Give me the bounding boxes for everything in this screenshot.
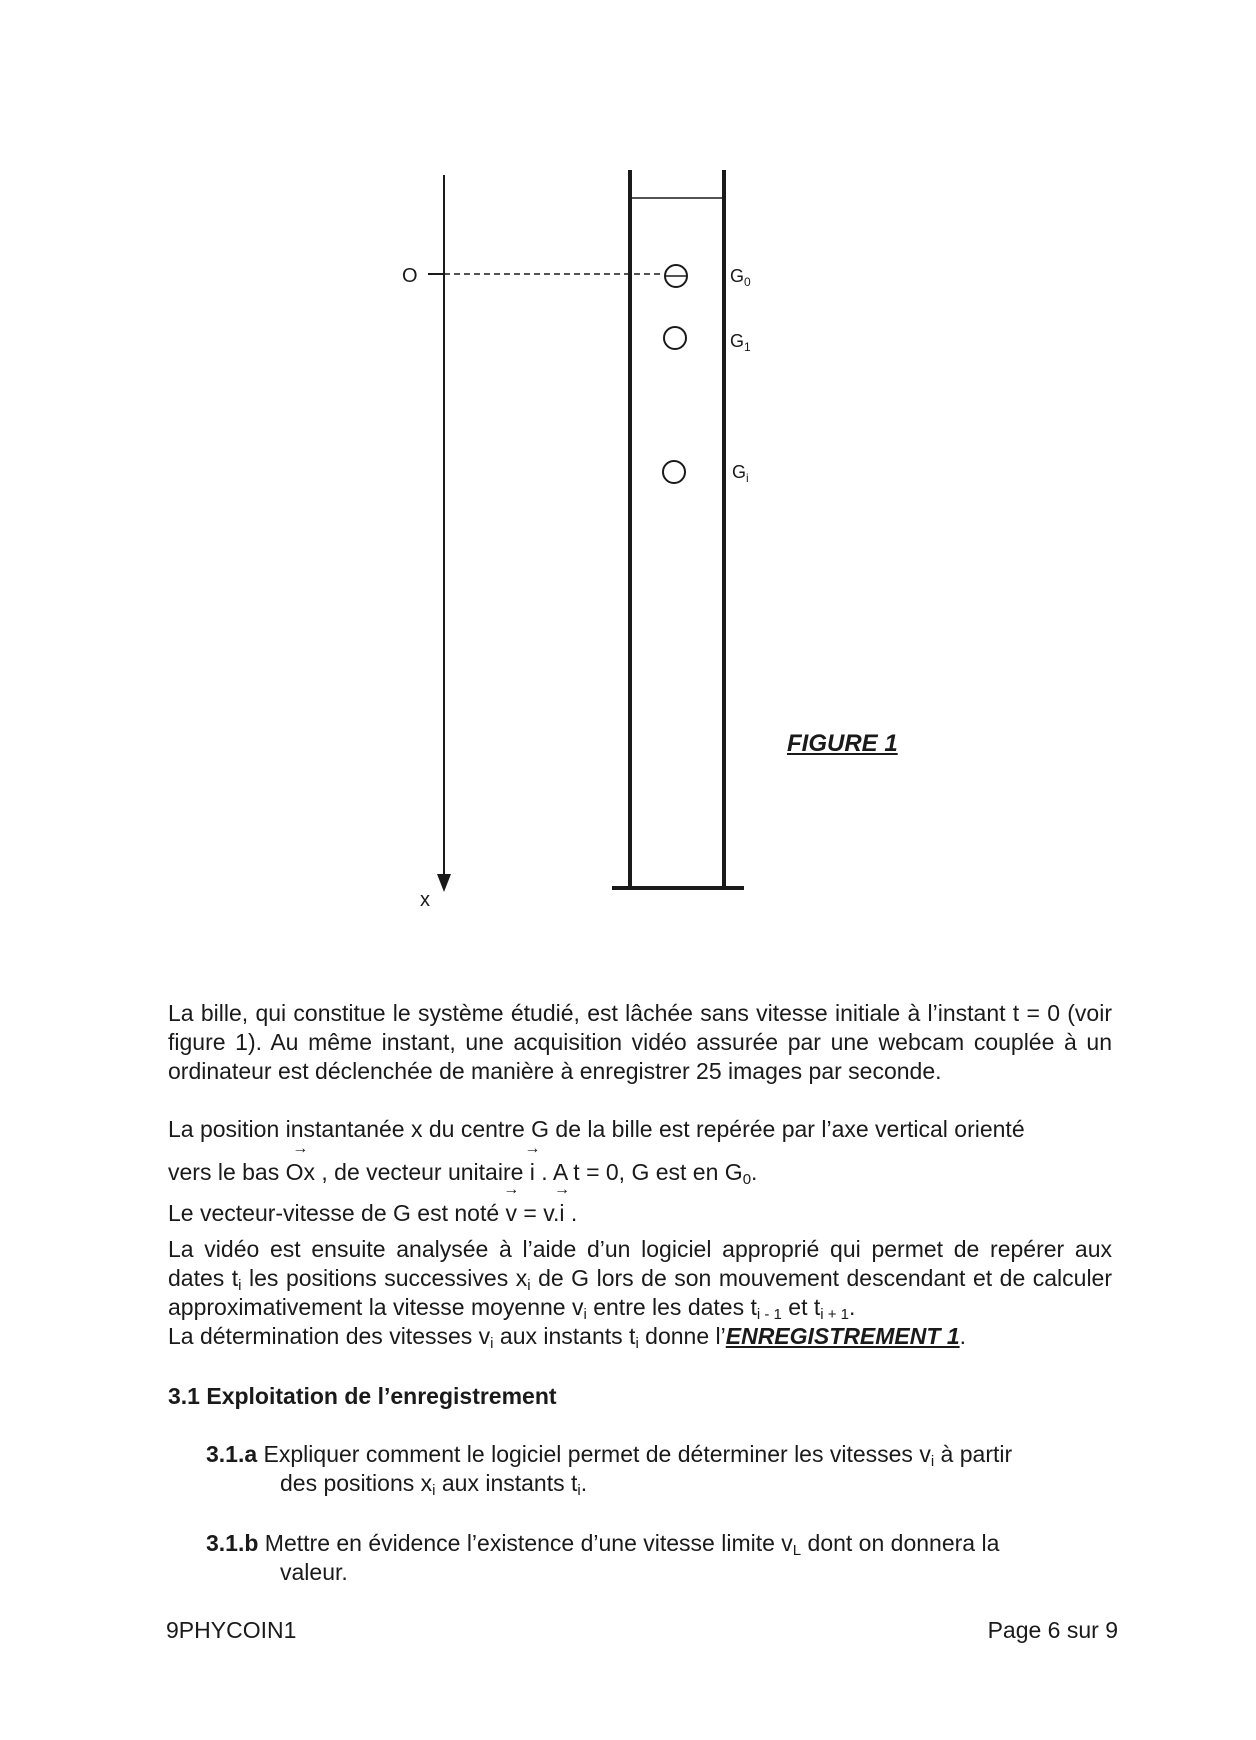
question-number: 3.1.a <box>206 1441 258 1467</box>
document-code: 9PHYCOIN1 <box>166 1617 297 1643</box>
text-run: dont on donnera la <box>801 1530 1000 1556</box>
subscript-0: 0 <box>742 1171 752 1188</box>
subscript-i: i <box>490 1335 494 1352</box>
position-line-2-pre: vers le bas <box>168 1159 286 1185</box>
question-3-1-a <box>206 1440 1112 1498</box>
velocity-line-eq: = v. <box>517 1200 560 1226</box>
vector-i: → i <box>559 1199 564 1228</box>
text-run: . <box>959 1323 967 1349</box>
text-run: La vidéo est ensuite analysée à l’aide d’un logiciel approprié qui permet de repérer aux dates t <box>168 1236 1112 1291</box>
figure-caption: FIGURE 1 <box>787 730 898 757</box>
subscript-i: i <box>577 1482 581 1499</box>
text-run: . <box>580 1470 588 1496</box>
position-line-1: La position instantanée x du centre G de la bille est repérée par l’axe vertical orienté <box>168 1116 1025 1142</box>
text-run: à partir <box>934 1441 1013 1467</box>
position-line-2 <box>168 1158 757 1187</box>
text-run: donne l’ <box>638 1323 726 1349</box>
subscript-i: i <box>432 1482 436 1499</box>
enregistrement-reference: ENREGISTREMENT 1 <box>725 1323 960 1349</box>
text-run: des positions x <box>280 1470 433 1496</box>
label-g1: $G_1$ <box>730 331 751 354</box>
position-line-2-post: . A t = 0, G est en G <box>534 1159 743 1185</box>
label-gi: $G_i$ <box>732 462 749 485</box>
subscript-i-plus-1: i + 1 <box>820 1306 850 1323</box>
text-run: aux instants t <box>493 1323 636 1349</box>
unit-vector-i: → i <box>530 1158 535 1187</box>
text-run: de G lors de son mouvement descendant et de calculer approximativement la vitesse moyenne v <box>168 1265 1113 1320</box>
origin-label: O <box>402 265 418 287</box>
ball-gi <box>663 461 685 483</box>
text-run: et t <box>781 1294 821 1320</box>
question-continuation <box>206 1469 1112 1498</box>
text-run: . <box>849 1294 856 1320</box>
position-line-2-mid: , de vecteur unitaire <box>315 1159 530 1185</box>
text-run: entre les dates t <box>586 1294 757 1320</box>
text-run: La détermination des vitesses v <box>168 1323 491 1349</box>
text-run: Expliquer comment le logiciel permet de déterminer les vitesses v <box>257 1441 931 1467</box>
subscript-i: i <box>583 1306 587 1323</box>
subscript-i: i <box>635 1335 639 1352</box>
axis-x-label: x <box>420 889 430 911</box>
text-run: Mettre en évidence l’existence d’une vitesse limite v <box>258 1530 793 1556</box>
position-line-2-end: . <box>751 1159 758 1185</box>
label-g0: $G_0$ <box>730 266 751 289</box>
subscript-l: L <box>792 1542 802 1559</box>
question-3-1-b <box>206 1529 1112 1587</box>
velocity-line-pre: Le vecteur-vitesse de G est noté <box>168 1200 506 1226</box>
text-run: les positions successives x <box>241 1265 528 1291</box>
section-title: 3.1 Exploitation de l’enregistrement <box>168 1383 557 1409</box>
vector-v: → v <box>506 1199 518 1228</box>
page-number: Page 6 sur 9 <box>987 1617 1118 1643</box>
question-continuation: valeur. <box>280 1559 348 1585</box>
video-analysis-paragraph <box>168 1235 1112 1351</box>
subscript-i: i <box>527 1277 531 1294</box>
subscript-i-minus-1: i - 1 <box>756 1306 782 1323</box>
question-number: 3.1.b <box>206 1530 259 1556</box>
text-run: aux instants t <box>435 1470 578 1496</box>
ball-g1 <box>664 327 686 349</box>
subscript-i: i <box>930 1453 935 1470</box>
vector-ox: → Ox <box>286 1158 315 1187</box>
velocity-line-end: . <box>564 1200 578 1226</box>
x-axis-arrowhead <box>437 874 451 892</box>
intro-paragraph: La bille, qui constitue le système étudié, est lâchée sans vitesse initiale à l’instant t = 0 (voir figure 1). Au même instant, une acquisition vidéo assurée par une webcam couplée à un ordinateur est déclenchée de manière à enregistrer 25 images par seconde. <box>168 1000 1112 1084</box>
velocity-vector-line <box>168 1199 577 1228</box>
subscript-i: i <box>238 1277 242 1294</box>
